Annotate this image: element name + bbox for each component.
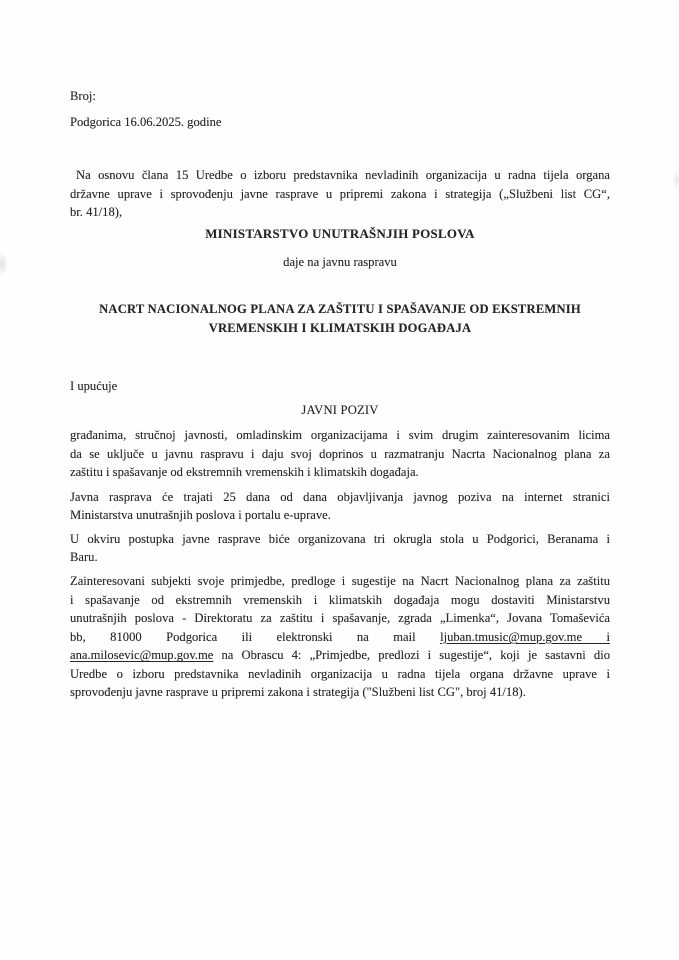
paragraph-submission-line-7: sprovođenju javne rasprave u pripremi zakona i strategija ("Službeni list CG", broj 41/18).	[70, 685, 526, 700]
paragraph-submission-line-3: unutrašnjih poslova - Direktoratu za zaštitu i spašavanje, zgrada „Limenka“, Jovana Tomaševića	[70, 611, 610, 626]
paragraph-round-tables	[70, 530, 610, 567]
ministry-heading: MINISTARSTVO UNUTRAŠNJIH POSLOVA	[205, 226, 475, 241]
document-title-line-1: NACRT NACIONALNOG PLANA ZA ZAŠTITU I SPAŠAVANJE OD EKSTREMNIH	[99, 301, 581, 316]
legal-basis-line-3: br. 41/18),	[70, 205, 123, 220]
paragraph-submission-line-4	[70, 628, 610, 647]
legal-basis-paragraph	[70, 166, 610, 222]
paragraph-submission-line-5	[70, 646, 610, 665]
paragraph-duration	[70, 488, 610, 525]
subject-line: daje na javnu raspravu	[283, 254, 397, 269]
paragraph-submission-line-1: Zainteresovani subjekti svoje primjedbe, predloge i sugestije na Nacrt Nacionalnog plana za zaštitu	[70, 573, 610, 588]
paragraph-citizens	[70, 426, 610, 482]
paragraph-submission-line-6: Uredbe o izboru predstavnika nevladinih organizacija u radna tijela organa državne uprave i	[70, 666, 610, 681]
email-link-ljuban[interactable]: ljuban.tmusic@mup.gov.me i	[440, 629, 610, 644]
document-title-line-2: VREMENSKIH I KLIMATSKIH DOGAĐAJA	[208, 321, 472, 336]
number-label: Broj:	[70, 89, 96, 103]
paragraph-duration-line-1: Javna rasprava će trajati 25 dana od dana objavljivanja javnog poziva na internet stranici	[70, 489, 610, 504]
document-content	[70, 0, 610, 702]
paragraph-citizens-line-2: da se uključe u javnu raspravu i daju svoj doprinos u razmatranju Nacrta Nacionalnog plana za	[70, 446, 610, 461]
scan-smudge-right	[672, 170, 679, 190]
paragraph-submission-line-5-text: na Obrascu 4: „Primjedbe, predlozi i sugestije“, koji je sastavni dio	[221, 648, 610, 663]
scan-smudge-left	[0, 252, 8, 276]
public-call-heading: JAVNI POZIV	[301, 403, 379, 418]
paragraph-submission-line-2: i spašavanje od ekstremnih vremenskih i klimatskih događaja mogu dostaviti Ministarstvu	[70, 592, 610, 607]
paragraph-round-tables-line-1: U okviru postupka javne rasprave biće organizovana tri okrugla stola u Podgorici, Beranama i	[70, 531, 610, 546]
document-title	[70, 300, 610, 339]
paragraph-citizens-line-3: zaštitu i spašavanje od ekstremnih vremenskih i klimatskih događaja.	[70, 465, 419, 480]
paragraph-citizens-line-1: građanima, stručnoj javnosti, omladinskim organizacijama i svim drugim zainteresovanim licima	[70, 428, 610, 443]
legal-basis-line-2: državne uprave i sprovođenju javne rasprave u pripremi zakona i strategija („Službeni list CG“,	[70, 186, 610, 201]
paragraph-submission-line-4-text: bb, 81000 Podgorica ili elektronski na mail	[70, 629, 416, 644]
paragraph-round-tables-line-2: Baru.	[70, 550, 98, 565]
place-date: Podgorica 16.06.2025. godine	[70, 114, 222, 129]
paragraph-duration-line-2: Ministarstva unutrašnjih poslova i portalu e-uprave.	[70, 508, 331, 523]
legal-basis-line-1: Na osnovu člana 15 Uredbe o izboru predstavnika nevladinih organizacija u radna tijela organa	[76, 168, 610, 183]
email-link-ana[interactable]: ana.milosevic@mup.gov.me	[70, 648, 214, 663]
paragraph-submission	[70, 572, 610, 702]
forwarding-line: I upućuje	[70, 378, 118, 393]
